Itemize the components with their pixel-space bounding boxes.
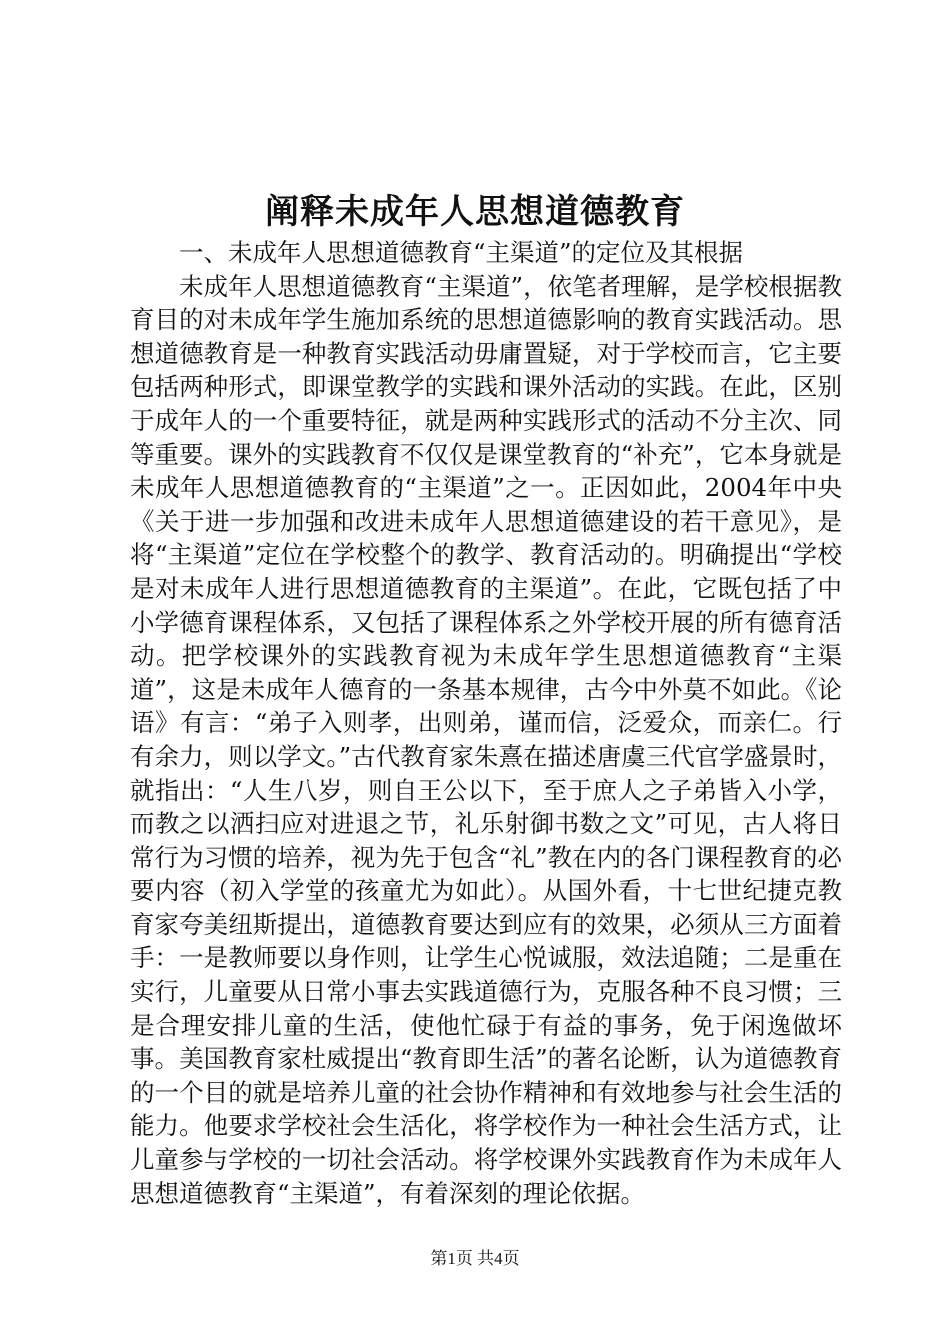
document-body (130, 236, 842, 1210)
section-heading: 一、未成年人思想道德教育“主渠道”的定位及其根据 (179, 238, 744, 267)
document-title: 阐释未成年人思想道德教育 (265, 192, 685, 232)
page-footer: 第1页 共4页 (430, 1249, 520, 1268)
body-paragraph: 未成年人思想道德教育“主渠道”，依笔者理解，是学校根据教育目的对未成年学生施加系统的思想道德影响的教育实践活动。思想道德教育是一种教育实践活动毋庸置疑，对于学校而言，它主要包括两种形式，即课堂教学的实践和课外活动的实践。在此，区别于成年人的一个重要特征，就是两种实践形式的活动不分主次、同等重要。课外的实践教育不仅仅是课堂教育的“补充”，它本身就是未成年人思想道德教育的“主渠道”之一。正因如此，2004年中央《关于进一步加强和改进未成年人思想道德建设的若干意见》，是将“主渠道”定位在学校整个的教学、教育活动的。明确提出“学校是对未成年人进行思想道德教育的主渠道”。在此，它既包括了中小学德育课程体系，又包括了课程体系之外学校开展的所有德育活动。把学校课外的实践教育视为未成年学生思想道德教育“主渠道”，这是未成年人德育的一条基本规律，古今中外莫不如此。《论语》有言：“弟子入则孝，出则弟，谨而信，泛爱众，而亲仁。行有余力，则以学文。”古代教育家朱熹在描述唐虞三代官学盛景时，就指出：“人生八岁，则自王公以下，至于庶人之子弟皆入小学，而教之以洒扫应对进退之节，礼乐射御书数之文”可见，古人将日常行为习惯的培养，视为先于包含“礼”教在内的各门课程教育的必要内容（初入学堂的孩童尤为如此）。从国外看，十七世纪捷克教育家夸美纽斯提出，道德教育要达到应有的效果，必须从三方面着手：一是教师要以身作则，让学生心悦诚服，效法追随；二是重在实行，儿童要从日常小事去实践道德行为，克服各种不良习惯；三是合理安排儿童的生活，使他忙碌于有益的事务，免于闲逸做坏事。美国教育家杜威提出“教育即生活”的著名论断，认为道德教育的一个目的就是培养儿童的社会协作精神和有效地参与社会生活的能力。他要求学校社会生活化，将学校作为一种社会生活方式，让儿童参与学校的一切社会活动。将学校课外实践教育作为未成年人思想道德教育“主渠道”，有着深刻的理论依据。 (130, 271, 842, 1208)
